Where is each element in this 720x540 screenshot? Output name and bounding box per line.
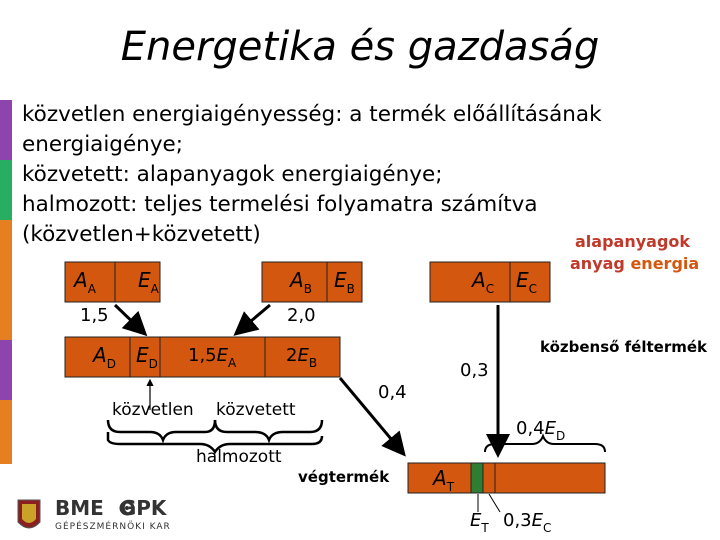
label-0-4ED-sub: D	[556, 429, 566, 443]
label-ED-sub: D	[148, 357, 158, 371]
label-ET-sub: T	[481, 521, 489, 535]
label-2EB-sub: B	[308, 356, 318, 370]
label-0-3EC-num: 0,3	[503, 510, 532, 531]
label-0-4: 0,4	[378, 382, 407, 403]
label-2EB-main: E	[297, 345, 309, 366]
label-AA-sub: A	[87, 282, 96, 296]
label-ET-main: E	[470, 510, 482, 531]
logo-name-b: GPK	[119, 496, 167, 520]
label-AD-main: A	[93, 343, 107, 367]
label-2-0: 2,0	[287, 305, 316, 326]
intro-line: közvetlen energiaigényesség: a termék előállításának	[22, 102, 602, 127]
logo-name-a: BME	[55, 496, 104, 520]
logo-subtitle: GÉPÉSZMÉRNÖKI KAR	[55, 522, 171, 532]
label-0-3EC-main: E	[531, 510, 544, 531]
slide-title: Energetika és gazdaság	[120, 24, 600, 70]
legend-material: anyag	[570, 254, 625, 273]
legend-heading: alapanyagok	[575, 232, 691, 251]
label-2EB-num: 2	[286, 345, 298, 366]
label-0-4ED-num: 0,4	[516, 418, 545, 439]
label-AD-sub: D	[106, 357, 116, 371]
label-EC-sub: C	[528, 282, 538, 296]
label-AB-main: A	[290, 268, 304, 292]
label-1-5EA-num: 1,5	[188, 345, 217, 366]
label-EB-main: E	[334, 268, 347, 292]
intro-line: halmozott: teljes termelési folyamatra számítva	[22, 192, 538, 217]
label-1-5: 1,5	[80, 305, 109, 326]
intro-line: energiaigénye;	[22, 132, 184, 157]
label-halmozott: halmozott	[196, 447, 282, 467]
label-kozbenso: közbenső féltermék	[540, 338, 708, 356]
label-kozvetlen: közvetlen	[112, 400, 194, 420]
label-EA-sub: A	[150, 282, 159, 296]
logo-name	[55, 496, 166, 520]
label-vegtermek: végtermék	[298, 468, 390, 486]
label-0-3EC-sub: C	[543, 521, 552, 535]
label-ED-main: E	[136, 343, 149, 367]
label-AC-main: A	[472, 268, 486, 292]
label-0-4ED-main: E	[544, 418, 557, 439]
label-AT-sub: T	[446, 480, 455, 494]
label-1-5EA-main: E	[216, 345, 229, 366]
label-AB-sub: B	[303, 282, 312, 296]
legend-energy: energia	[630, 254, 700, 273]
label-AT-main: A	[433, 466, 447, 490]
label-EC-main: E	[516, 268, 529, 292]
crest-icon	[18, 500, 40, 528]
label-0-3: 0,3	[460, 360, 489, 381]
label-EB-sub: B	[346, 282, 355, 296]
label-1-5EA-sub: A	[228, 356, 237, 370]
label-EA-main: E	[138, 268, 151, 292]
intro-line: (közvetlen+közvetett)	[22, 222, 261, 247]
label-kozvetett: közvetett	[216, 400, 296, 420]
intro-line: közvetett: alapanyagok energiaigénye;	[22, 162, 443, 187]
label-AA-main: A	[74, 268, 88, 292]
label-AC-sub: C	[485, 282, 495, 296]
